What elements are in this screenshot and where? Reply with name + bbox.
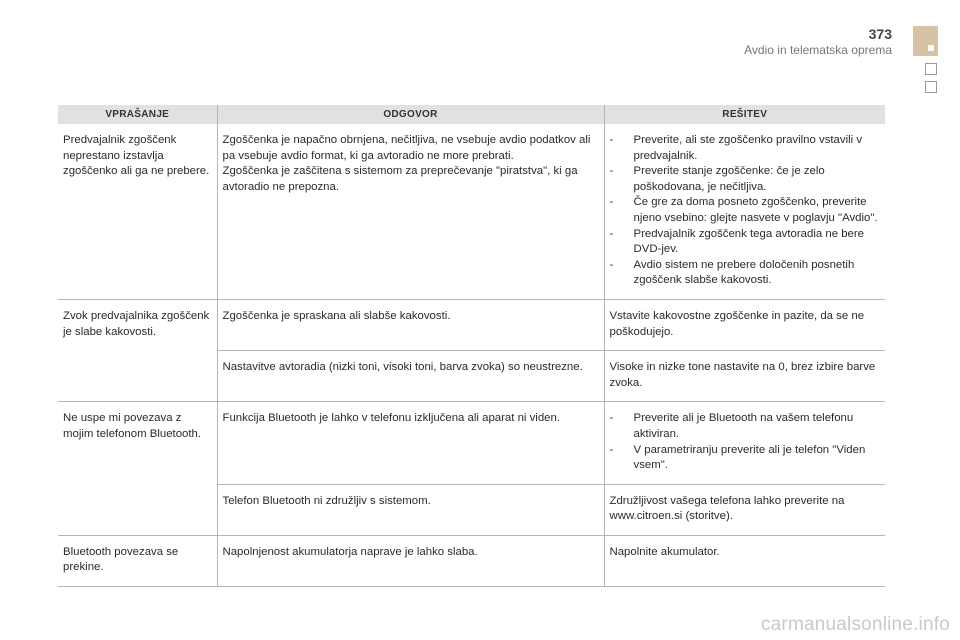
section-title: Avdio in telematska oprema <box>744 43 892 57</box>
watermark: carmanualsonline.info <box>760 614 950 635</box>
answer-cell: Nastavitve avtoradia (nizki toni, visoki toni, barva zvoka) so neustrezne. <box>217 351 604 402</box>
solution-item: - Preverite, ali ste zgoščenko pravilno vstavili v predvajalnik. <box>610 133 880 164</box>
solution-list <box>610 133 880 289</box>
chapter-tab-box <box>925 63 937 75</box>
troubleshooting-table <box>58 105 885 587</box>
table-row <box>58 402 885 484</box>
solution-item: - Avdio sistem ne prebere določenih posnetih zgoščenk slabše kakovosti. <box>610 258 880 289</box>
table-header-row <box>58 105 885 124</box>
answer-cell <box>217 124 604 299</box>
chapter-tab-box <box>925 81 937 93</box>
solution-cell: Vstavite kakovostne zgoščenke in pazite, da se ne poškodujejo. <box>604 299 885 350</box>
solution-list <box>610 411 880 473</box>
solution-cell <box>604 124 885 299</box>
answer-line: Zgoščenka je napačno obrnjena, nečitljiva, ne vsebuje avdio podatkov ali pa vsebuje avdio format, ki ga avtoradio ne more prebrati. <box>222 134 591 162</box>
question-cell: Ne uspe mi povezava z mojim telefonom Bluetooth. <box>58 402 217 536</box>
page-number: 373 <box>868 26 892 42</box>
question-cell: Zvok predvajalnika zgoščenk je slabe kakovosti. <box>58 299 217 401</box>
table-row <box>58 124 885 299</box>
column-header-answer: ODGOVOR <box>217 105 604 124</box>
table-row <box>58 535 885 586</box>
column-header-question: VPRAŠANJE <box>58 105 217 124</box>
column-header-solution: REŠITEV <box>604 105 885 124</box>
table-row <box>58 299 885 350</box>
answer-cell: Telefon Bluetooth ni združljiv s sistemom. <box>217 484 604 535</box>
solution-cell: Združljivost vašega telefona lahko preverite na www.citroen.si (storitve). <box>604 484 885 535</box>
answer-cell: Napolnjenost akumulatorja naprave je lahko slaba. <box>217 535 604 586</box>
solution-item: - Preverite stanje zgoščenke: če je zelo poškodovana, je nečitljiva. <box>610 164 880 195</box>
solution-item: - V parametriranju preverite ali je telefon "Viden vsem". <box>610 443 880 474</box>
solution-cell: Visoke in nizke tone nastavite na 0, brez izbire barve zvoka. <box>604 351 885 402</box>
solution-item: - Če gre za doma posneto zgoščenko, preverite njeno vsebino: glejte nasvete v poglavju "Avdio". <box>610 195 880 226</box>
question-cell: Predvajalnik zgoščenk neprestano izstavlja zgoščenko ali ga ne prebere. <box>58 124 217 299</box>
answer-cell: Funkcija Bluetooth je lahko v telefonu izključena ali aparat ni viden. <box>217 402 604 484</box>
answer-line: Zgoščenka je zaščitena s sistemom za preprečevanje "piratstva", ki ga avtoradio ne prepozna. <box>222 165 578 193</box>
answer-cell: Zgoščenka je spraskana ali slabše kakovosti. <box>217 299 604 350</box>
solution-cell <box>604 402 885 484</box>
solution-item: - Predvajalnik zgoščenk tega avtoradia ne bere DVD-jev. <box>610 227 880 258</box>
question-cell: Bluetooth povezava se prekine. <box>58 535 217 586</box>
solution-cell: Napolnite akumulator. <box>604 535 885 586</box>
solution-item: - Preverite ali je Bluetooth na vašem telefonu aktiviran. <box>610 411 880 442</box>
chapter-tab-active <box>913 26 938 56</box>
